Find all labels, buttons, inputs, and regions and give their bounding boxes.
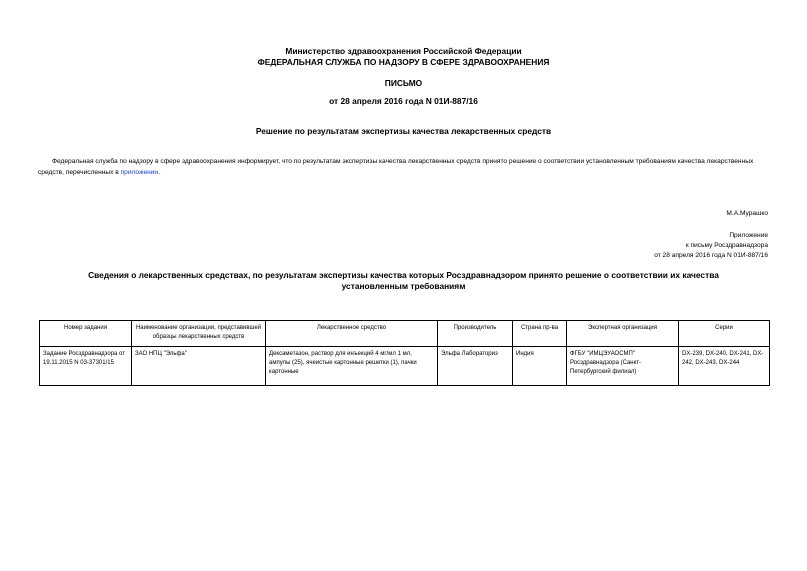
cell-country: Индия [513,347,567,386]
header-medicine: Лекарственное средство [266,321,438,347]
appendix-ref-line2: к письму Росздравнадзора [685,242,768,249]
appendix-ref-line3: от 28 апреля 2016 года N 01И-887/16 [654,252,768,259]
table-header-row [40,321,770,347]
cell-organization: ЗАО НПЦ "Эльфа" [132,347,266,386]
cell-manufacturer: Эльфа Лабораториз [438,347,513,386]
body-end: . [158,169,160,176]
appendix-ref-line1: Приложение [729,232,768,239]
medicines-table [39,320,770,386]
cell-expert-organization: ФГБУ "ИМЦЭУАОСМП" Росздравнадзора (Санкт-Петербургский филиал) [567,347,679,386]
document-date: от 28 апреля 2016 года N 01И-887/16 [329,96,478,106]
cell-task-number: Задание Росздравнадзора от 19.11.2015 N 03-37301/15 [40,347,132,386]
ministry-name: Министерство здравоохранения Российской Федерации [285,46,522,56]
body-text: Федеральная служба по надзору в сфере здравоохранения информирует, что по результатам экспертизы качества лекарственных средств принято решение о соответствии установленным требованиям качества лекарственных средств, перечисленных в [38,158,754,176]
header-country: Страна пр-ва [513,321,567,347]
table-row [40,347,770,386]
header-task-number: Номер задания [40,321,132,347]
appendix-link[interactable]: приложении [120,169,159,176]
document-subject: Решение по результатам экспертизы качества лекарственных средств [255,126,552,136]
header-organization: Наименование организации, представившей образцы лекарственных средств [132,321,266,347]
appendix-reference [654,231,768,261]
document-type: ПИСЬМО [384,78,423,88]
letter-body [38,156,768,178]
header-manufacturer: Производитель [438,321,513,347]
signature: М.А.Мурашко [726,210,768,217]
service-name: ФЕДЕРАЛЬНАЯ СЛУЖБА ПО НАДЗОРУ В СФЕРЕ ЗДРАВООХРАНЕНИЯ [257,57,550,67]
header-series: Серии [679,321,770,347]
header-expert-organization: Экспертная организация [567,321,679,347]
cell-medicine: Дексаметазон, раствор для инъекций 4 мг/мл 1 мл, ампулы (25), ячеистые картонные решетки (1), пачки картонные [266,347,438,386]
appendix-title: Сведения о лекарственных средствах, по результатам экспертизы качества которых Росздравнадзором принято решение о соответствии их качества установленным требованиям [88,270,719,291]
cell-series: DX-239, DX-240, DX-241, DX-242, DX-243, DX-244 [679,347,770,386]
